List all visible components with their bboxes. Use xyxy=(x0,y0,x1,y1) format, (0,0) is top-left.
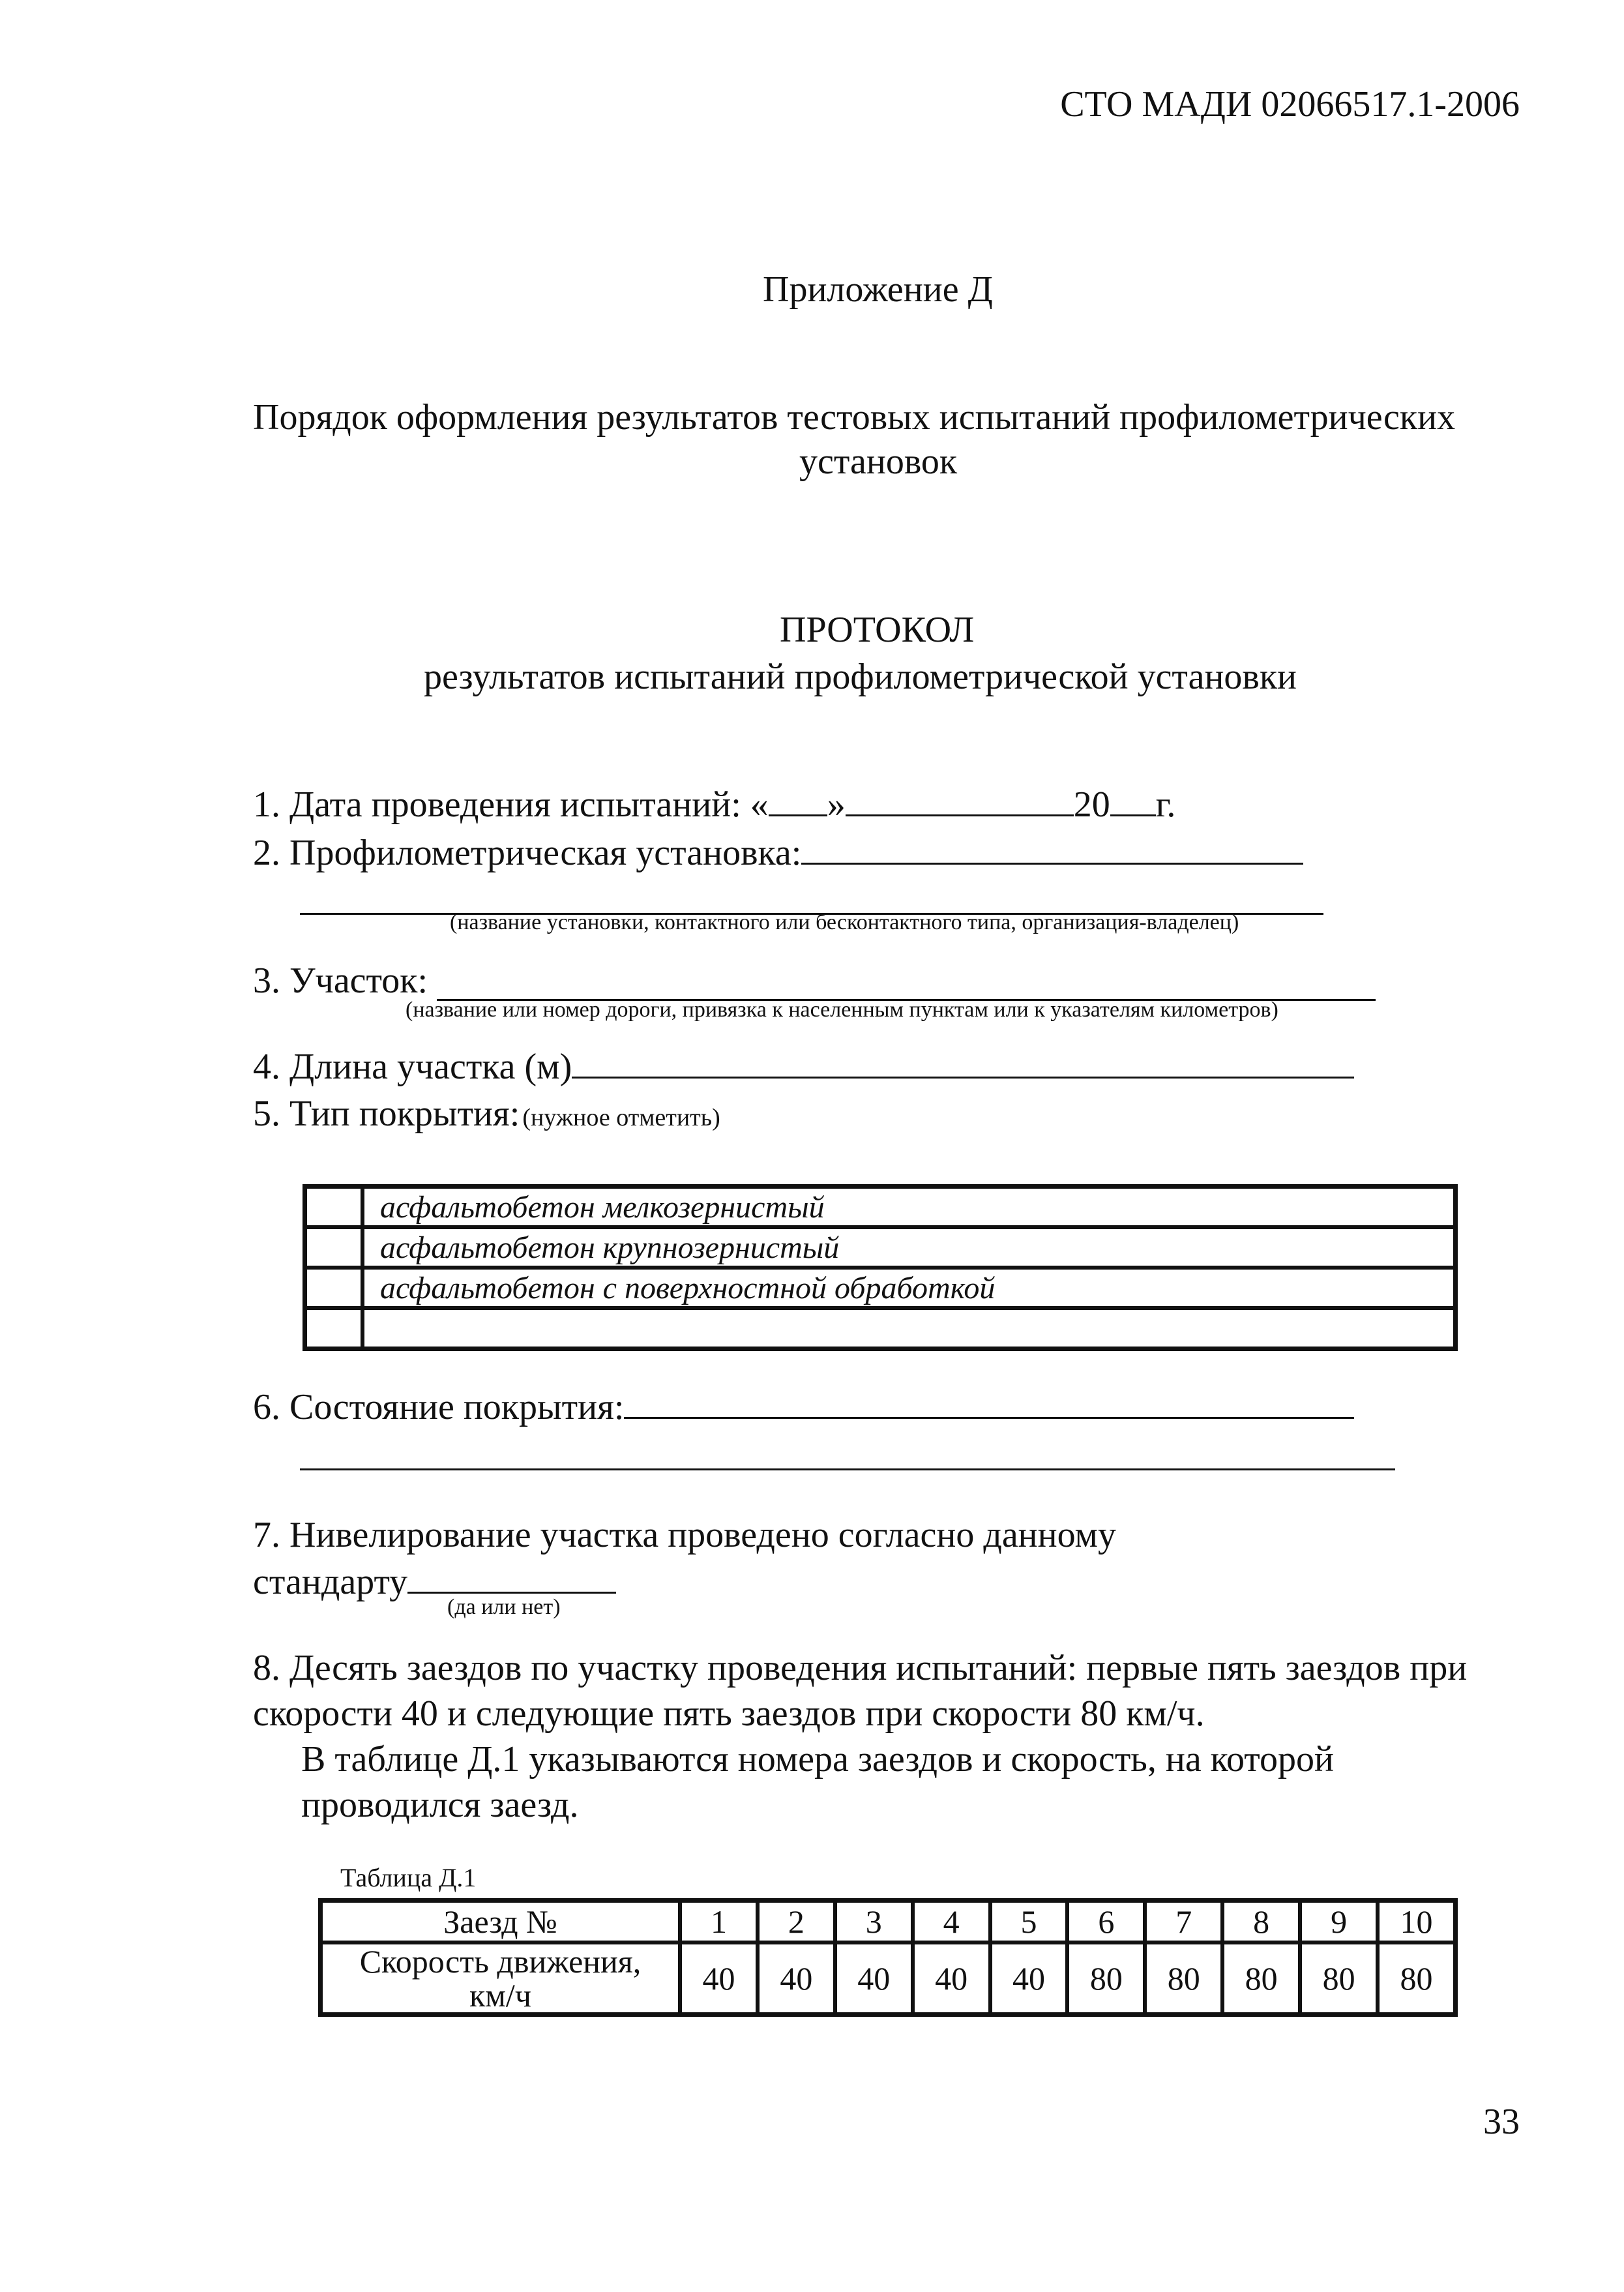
day-blank[interactable] xyxy=(769,786,827,816)
coating-type-table xyxy=(303,1184,1458,1351)
appendix-title: Приложение Д xyxy=(763,269,993,310)
coating-checkbox[interactable] xyxy=(305,1187,362,1227)
item-8-line4: проводился заезд. xyxy=(301,1785,579,1825)
month-blank[interactable] xyxy=(846,786,1074,816)
run-number-header: Заезд № xyxy=(321,1901,680,1942)
speed-cell: 80 xyxy=(1067,1942,1145,2014)
speed-cell: 40 xyxy=(990,1942,1068,2014)
coating-option-row xyxy=(305,1308,1455,1348)
speed-cell: 40 xyxy=(680,1942,758,2014)
item-8-line3: В таблице Д.1 указываются номера заездов и скорость, на которой xyxy=(301,1739,1334,1779)
item-8-line1: 8. Десять заездов по участку проведения испытаний: первые пять заездов при xyxy=(253,1648,1468,1688)
run-number-cell: 5 xyxy=(990,1901,1068,1942)
coating-option-label[interactable] xyxy=(362,1308,1455,1348)
speed-cell: 40 xyxy=(835,1942,913,2014)
coating-option-label: асфальтобетон с поверхностной обработкой xyxy=(362,1268,1455,1308)
coating-option-row xyxy=(305,1268,1455,1308)
table-caption: Таблица Д.1 xyxy=(340,1863,477,1892)
coating-option-label: асфальтобетон крупнозернистый xyxy=(362,1227,1455,1268)
year-blank[interactable] xyxy=(1110,786,1156,816)
run-number-cell: 9 xyxy=(1300,1901,1378,1942)
speed-cell: 80 xyxy=(1300,1942,1378,2014)
item-8-line2: скорости 40 и следующие пять заездов при скорости 80 км/ч. xyxy=(253,1693,1205,1734)
coating-checkbox[interactable] xyxy=(305,1308,362,1348)
speed-header: Скорость движения, км/ч xyxy=(321,1942,680,2014)
item-7-hint: (да или нет) xyxy=(447,1595,561,1619)
item-3-hint: (название или номер дороги, привязка к населенным пунктам или к указателям километров) xyxy=(406,998,1278,1022)
coating-option-row xyxy=(305,1187,1455,1227)
item-6-condition: 6. Состояние покрытия: xyxy=(253,1386,1354,1428)
page-number: 33 xyxy=(1483,2102,1520,2142)
run-number-cell: 1 xyxy=(680,1901,758,1942)
profilometer-blank[interactable] xyxy=(801,834,1303,865)
run-number-cell: 8 xyxy=(1222,1901,1300,1942)
item-2-hint: (название установки, контактного или бесконтактного типа, организация-владелец) xyxy=(450,910,1239,934)
table-row xyxy=(321,1901,1455,1942)
speed-cell: 40 xyxy=(758,1942,835,2014)
document-code: СТО МАДИ 02066517.1-2006 xyxy=(1060,84,1520,125)
run-number-cell: 2 xyxy=(758,1901,835,1942)
run-number-cell: 3 xyxy=(835,1901,913,1942)
speed-cell: 80 xyxy=(1222,1942,1300,2014)
condition-blank-line2[interactable] xyxy=(300,1468,1395,1470)
run-number-cell: 10 xyxy=(1378,1901,1455,1942)
condition-blank[interactable] xyxy=(624,1388,1354,1419)
coating-option-label: асфальтобетон мелкозернистый xyxy=(362,1187,1455,1227)
run-number-cell: 7 xyxy=(1145,1901,1222,1942)
coating-checkbox[interactable] xyxy=(305,1227,362,1268)
coating-checkbox[interactable] xyxy=(305,1268,362,1308)
item-4-length: 4. Длина участка (м) xyxy=(253,1046,1354,1088)
length-blank[interactable] xyxy=(572,1048,1354,1079)
speed-cell: 40 xyxy=(913,1942,990,2014)
leveling-blank[interactable] xyxy=(407,1563,616,1594)
item-5-coating-type: 5. Тип покрытия: (нужное отметить) xyxy=(253,1094,720,1134)
item-7-leveling-line1: 7. Нивелирование участка проведено согласно данному xyxy=(253,1515,1116,1555)
item-2-profilometer: 2. Профилометрическая установка: xyxy=(253,832,1303,874)
run-number-cell: 6 xyxy=(1067,1901,1145,1942)
protocol-title: ПРОТОКОЛ xyxy=(780,610,975,650)
item-3-section: 3. Участок: xyxy=(253,960,428,1001)
speed-cell: 80 xyxy=(1145,1942,1222,2014)
table-row xyxy=(321,1942,1455,2014)
item-1-date: 1. Дата проведения испытаний: « » 20 г. xyxy=(253,784,1176,825)
item-7-leveling-line2: стандарту xyxy=(253,1561,616,1603)
protocol-subtitle: результатов испытаний профилометрической установки xyxy=(424,657,1297,697)
run-number-cell: 4 xyxy=(913,1901,990,1942)
speed-cell: 80 xyxy=(1378,1942,1455,2014)
section-title-line2: установок xyxy=(799,441,958,482)
coating-option-row xyxy=(305,1227,1455,1268)
runs-table xyxy=(318,1898,1458,2017)
section-title-line1: Порядок оформления результатов тестовых испытаний профилометрических xyxy=(253,397,1456,438)
